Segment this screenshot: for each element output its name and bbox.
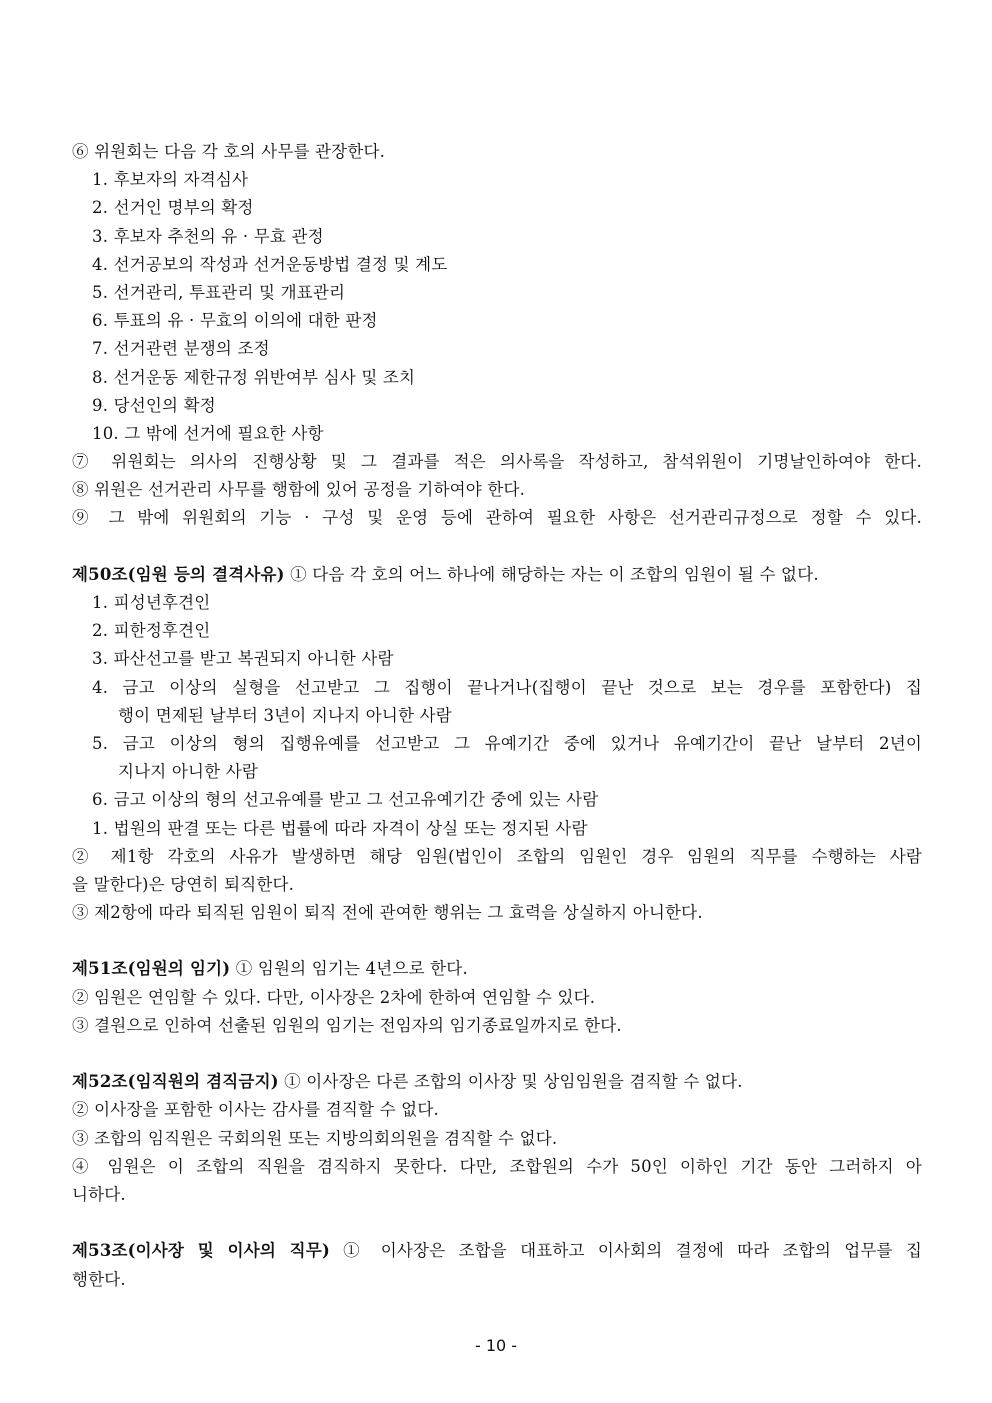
article-line bbox=[72, 955, 922, 983]
article-heading: 제50조(임원 등의 결격사유) bbox=[72, 564, 285, 584]
article-heading: 제52조(임직원의 겸직금지) bbox=[72, 1072, 279, 1092]
article-line bbox=[72, 1068, 922, 1096]
list-item: 3. 파산선고를 받고 복권되지 아니한 사람 bbox=[92, 649, 394, 669]
paragraph-line: ② 임원은 연임할 수 있다. 다만, 이사장은 2차에 한하여 연임할 수 있다. bbox=[72, 987, 596, 1007]
paragraph-line: 을 말한다)은 당연히 퇴직한다. bbox=[72, 874, 295, 894]
article-text: ① 다음 각 호의 어느 하나에 해당하는 자는 이 조합의 임원이 될 수 없다. bbox=[284, 564, 819, 584]
list-item: 1. 피성년후견인 bbox=[92, 593, 211, 612]
page-number: - 10 - bbox=[474, 1336, 518, 1355]
list-item: 4. 금고 이상의 실형을 선고받고 그 집행이 끝나거나(집행이 끝난 것으로 보는 경우를 포함한다) 집 bbox=[92, 677, 922, 697]
article-heading: 제53조(이사장 및 이사의 직무) bbox=[72, 1241, 330, 1261]
paragraph-line: ⑧ 위원은 선거관리 사무를 행함에 있어 공정을 기하여야 한다. bbox=[72, 480, 526, 500]
document-body bbox=[72, 138, 922, 1294]
paragraph-line: ② 이사장을 포함한 이사는 감사를 겸직할 수 없다. bbox=[72, 1100, 439, 1120]
paragraph-line: ② 제1항 각호의 사유가 발생하면 해당 임원(법인이 조합의 임원인 경우 임원의 직무를 수행하는 사람 bbox=[72, 846, 922, 866]
list-item: 지나지 아니한 사람 bbox=[118, 762, 259, 782]
paragraph-line: ⑨ 그 밖에 위원회의 기능 · 구성 및 운영 등에 관하여 필요한 사항은 선거관리규정으로 정할 수 있다. bbox=[72, 508, 922, 528]
list-item: 5. 금고 이상의 형의 집행유예를 선고받고 그 유예기간 중에 있거나 유예기간이 끝난 날부터 2년이 bbox=[92, 733, 922, 753]
article-text: ① 이사장은 조합을 대표하고 이사회의 결정에 따라 조합의 업무를 집 bbox=[329, 1241, 922, 1261]
list-item: 2. 피한정후견인 bbox=[92, 621, 211, 641]
list-item: 9. 당선인의 확정 bbox=[92, 395, 216, 415]
section-spacer bbox=[72, 1209, 922, 1237]
list-item: 행이 면제된 날부터 3년이 지나지 아니한 사람 bbox=[118, 705, 452, 725]
list-item: 8. 선거운동 제한규정 위반여부 심사 및 조치 bbox=[92, 367, 416, 387]
paragraph-line: ③ 제2항에 따라 퇴직된 임원이 퇴직 전에 관여한 행위는 그 효력을 상실하지 아니한다. bbox=[72, 903, 703, 923]
article-text: ① 이사장은 다른 조합의 이사장 및 상임임원을 겸직할 수 없다. bbox=[278, 1072, 743, 1092]
list-item: 1. 법원의 판결 또는 다른 법률에 따라 자격이 상실 또는 정지된 사람 bbox=[92, 818, 588, 838]
paragraph-line: 행한다. bbox=[72, 1269, 126, 1289]
article-heading: 제51조(임원의 임기) bbox=[72, 959, 231, 979]
section-spacer bbox=[72, 533, 922, 561]
paragraph-line: 니하다. bbox=[72, 1184, 126, 1204]
list-item: 10. 그 밖에 선거에 필요한 사항 bbox=[92, 423, 324, 443]
paragraph-line: ④ 임원은 이 조합의 직원을 겸직하지 못한다. 다만, 조합원의 수가 50인 이하인 기간 동안 그러하지 아 bbox=[72, 1156, 922, 1176]
paragraph-line: ⑥ 위원회는 다음 각 호의 사무를 관장한다. bbox=[72, 142, 386, 161]
paragraph-line: ③ 결원으로 인하여 선출된 임원의 임기는 전임자의 임기종료일까지로 한다. bbox=[72, 1015, 622, 1035]
paragraph-line: ⑦ 위원회는 의사의 진행상황 및 그 결과를 적은 의사록을 작성하고, 참석위원이 기명날인하여야 한다. bbox=[72, 452, 922, 472]
list-item: 6. 투표의 유 · 무효의 이의에 대한 판정 bbox=[92, 311, 378, 331]
article-text: ① 임원의 임기는 4년으로 한다. bbox=[230, 959, 468, 979]
list-item: 7. 선거관련 분쟁의 조정 bbox=[92, 339, 270, 359]
section-spacer bbox=[72, 1040, 922, 1068]
list-item: 6. 금고 이상의 형의 선고유예를 받고 그 선고유예기간 중에 있는 사람 bbox=[92, 790, 599, 810]
list-item: 3. 후보자 추천의 유 · 무효 관정 bbox=[92, 226, 324, 246]
list-item: 1. 후보자의 자격심사 bbox=[92, 170, 249, 190]
list-item: 5. 선거관리, 투표관리 및 개표관리 bbox=[92, 282, 346, 302]
list-item: 2. 선거인 명부의 확정 bbox=[92, 198, 254, 218]
article-line bbox=[72, 561, 922, 589]
section-spacer bbox=[72, 927, 922, 955]
list-item: 4. 선거공보의 작성과 선거운동방법 결정 및 계도 bbox=[92, 254, 448, 274]
article-line bbox=[72, 1237, 922, 1265]
paragraph-line: ③ 조합의 임직원은 국회의원 또는 지방의회의원을 겸직할 수 없다. bbox=[72, 1128, 558, 1148]
